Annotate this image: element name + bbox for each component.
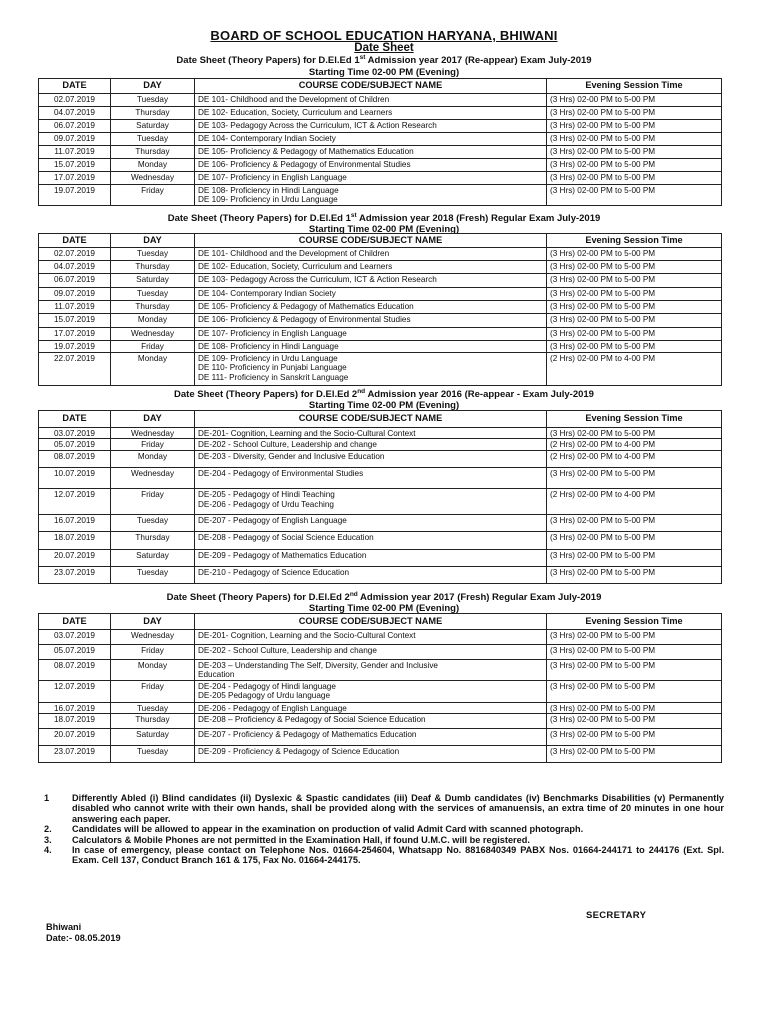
- section-4-starting-time: Starting Time 02-00 PM (Evening): [308, 603, 460, 614]
- table-row: [39, 567, 722, 584]
- exam-day: Tuesday: [111, 133, 195, 146]
- table-row: [39, 680, 722, 702]
- exam-day: Wednesday: [111, 428, 195, 439]
- header-day: DAY: [111, 614, 195, 630]
- session-time: (3 Hrs) 02-00 PM to 5-00 PM: [547, 328, 722, 341]
- subject-cell: [195, 532, 547, 550]
- header-date: DATE: [39, 411, 111, 428]
- exam-date: 23.07.2019: [39, 567, 111, 584]
- place: Bhiwani: [46, 922, 82, 932]
- subject-cell: [195, 680, 547, 702]
- subject-name: DE-210 - Pedagogy of Science Education: [198, 568, 350, 578]
- section-1-table: [38, 78, 722, 206]
- page-subtitle: Date Sheet: [354, 42, 414, 54]
- subject-cell: [195, 428, 547, 439]
- table-row: [39, 274, 722, 288]
- exam-date: 03.07.2019: [39, 630, 111, 645]
- session-time: (3 Hrs) 02-00 PM to 5-00 PM: [547, 185, 722, 206]
- subject-cell: [195, 288, 547, 301]
- section-2-table: [38, 233, 722, 386]
- session-time: (3 Hrs) 02-00 PM to 5-00 PM: [547, 714, 722, 729]
- subject-name: DE-203 – Understanding The Self, Diversity, Gender and Inclusive: [198, 661, 438, 670]
- subject-name: DE-206 - Pedagogy of Urdu Teaching: [198, 499, 334, 509]
- table-row: [39, 702, 722, 713]
- session-time: (3 Hrs) 02-00 PM to 5-00 PM: [547, 515, 722, 532]
- exam-date: 18.07.2019: [39, 532, 111, 550]
- issue-date: Date:- 08.05.2019: [46, 933, 121, 943]
- exam-day: Monday: [111, 314, 195, 328]
- subject-name: DE 108- Proficiency in Hindi Language: [198, 342, 339, 351]
- table-row: [39, 133, 722, 146]
- table-row: [39, 439, 722, 451]
- header-subject: COURSE CODE/SUBJECT NAME: [195, 411, 547, 428]
- exam-day: Monday: [111, 159, 195, 172]
- table-row: [39, 159, 722, 172]
- exam-day: Saturday: [111, 550, 195, 567]
- subject-cell: [195, 120, 547, 133]
- subject-cell: [195, 729, 547, 746]
- subject-name: DE-207 - Pedagogy of English Language: [198, 516, 347, 526]
- subject-name: DE-203 - Diversity, Gender and Inclusive Education: [198, 452, 385, 462]
- session-time: (2 Hrs) 02-00 PM to 4-00 PM: [547, 451, 722, 468]
- exam-day: Friday: [111, 680, 195, 702]
- subject-cell: [195, 341, 547, 353]
- exam-date: 20.07.2019: [39, 550, 111, 567]
- section-4-table: [38, 613, 722, 763]
- exam-day: Saturday: [111, 274, 195, 288]
- subject-name: DE 101- Childhood and the Development of Children: [198, 95, 390, 104]
- note-text: In case of emergency, please contact on Telephone Nos. 01664-254604, Whatsapp No. 8816840349 PABX Nos. 01664-244171 to 244176 (Ext. Spl. Exam. Cell 137, Conduct Branch 161 & 175, Fax No. 01664-244175.: [72, 845, 724, 866]
- subject-name: DE 102- Education, Society, Curriculum and Learners: [198, 262, 393, 271]
- header-time: Evening Session Time: [547, 234, 722, 248]
- session-time: (3 Hrs) 02-00 PM to 5-00 PM: [547, 567, 722, 584]
- subject-cell: [195, 133, 547, 146]
- session-time: (3 Hrs) 02-00 PM to 5-00 PM: [547, 314, 722, 328]
- table-row: [39, 341, 722, 353]
- header-subject: COURSE CODE/SUBJECT NAME: [195, 234, 547, 248]
- note-text: Calculators & Mobile Phones are not permitted in the Examination Hall, if found U.M.C. will be registered.: [72, 834, 530, 845]
- subject-name: DE 106- Proficiency & Pedagogy of Environmental Studies: [198, 160, 411, 169]
- note-item: [44, 845, 724, 866]
- session-time: (3 Hrs) 02-00 PM to 5-00 PM: [547, 550, 722, 567]
- exam-date: 09.07.2019: [39, 133, 111, 146]
- subject-name: DE 109- Proficiency in Urdu Language: [198, 195, 338, 205]
- session-time: (3 Hrs) 02-00 PM to 5-00 PM: [547, 159, 722, 172]
- exam-day: Monday: [111, 451, 195, 468]
- exam-date: 12.07.2019: [39, 489, 111, 515]
- subject-name: DE 106- Proficiency & Pedagogy of Environmental Studies: [198, 315, 411, 324]
- session-time: (3 Hrs) 02-00 PM to 5-00 PM: [547, 288, 722, 301]
- header-time: Evening Session Time: [547, 411, 722, 428]
- subject-name: DE-207 - Proficiency & Pedagogy of Mathematics Education: [198, 730, 417, 740]
- exam-day: Thursday: [111, 261, 195, 274]
- subject-name: DE 107- Proficiency in English Language: [198, 173, 347, 182]
- section-2-starting-time: Starting Time 02-00 PM (Evening): [308, 224, 460, 235]
- table-row: [39, 353, 722, 386]
- section-3-starting-time: Starting Time 02-00 PM (Evening): [308, 400, 460, 411]
- exam-date: 11.07.2019: [39, 146, 111, 159]
- exam-day: Tuesday: [111, 567, 195, 584]
- subject-name: DE 103- Pedagogy Across the Curriculum, ICT & Action Research: [198, 275, 437, 284]
- exam-day: Thursday: [111, 146, 195, 159]
- exam-day: Tuesday: [111, 515, 195, 532]
- session-time: (3 Hrs) 02-00 PM to 5-00 PM: [547, 630, 722, 645]
- note-item: [44, 835, 724, 845]
- table-row: [39, 288, 722, 301]
- table-row: [39, 660, 722, 681]
- exam-date: 22.07.2019: [39, 353, 111, 386]
- exam-date: 10.07.2019: [39, 468, 111, 489]
- subject-cell: [195, 630, 547, 645]
- table-row: [39, 428, 722, 439]
- session-time: (3 Hrs) 02-00 PM to 5-00 PM: [547, 746, 722, 763]
- subject-cell: [195, 107, 547, 120]
- subject-cell: [195, 301, 547, 314]
- subject-cell: [195, 274, 547, 288]
- exam-date: 18.07.2019: [39, 714, 111, 729]
- subject-cell: [195, 159, 547, 172]
- subject-name: DE-201- Cognition, Learning and the Socio-Cultural Context: [198, 429, 416, 438]
- exam-date: 19.07.2019: [39, 185, 111, 206]
- subject-cell: [195, 172, 547, 185]
- subject-name: DE 104- Contemporary Indian Society: [198, 289, 336, 298]
- subject-cell: [195, 645, 547, 660]
- exam-date: 03.07.2019: [39, 428, 111, 439]
- table-row: [39, 107, 722, 120]
- subject-cell: [195, 328, 547, 341]
- exam-day: Wednesday: [111, 630, 195, 645]
- session-time: (3 Hrs) 02-00 PM to 5-00 PM: [547, 172, 722, 185]
- table-row: [39, 746, 722, 763]
- table-row: [39, 714, 722, 729]
- exam-day: Saturday: [111, 729, 195, 746]
- table-row: [39, 301, 722, 314]
- subject-cell: [195, 261, 547, 274]
- table-row: [39, 489, 722, 515]
- subject-cell: [195, 451, 547, 468]
- subject-cell: [195, 185, 547, 206]
- exam-date: 06.07.2019: [39, 120, 111, 133]
- subject-name: DE 105- Proficiency & Pedagogy of Mathematics Education: [198, 302, 414, 311]
- subject-name: DE 104- Contemporary Indian Society: [198, 134, 336, 143]
- subject-name: DE-209 - Pedagogy of Mathematics Education: [198, 551, 367, 561]
- exam-date: 15.07.2019: [39, 159, 111, 172]
- exam-day: Friday: [111, 439, 195, 451]
- exam-date: 08.07.2019: [39, 660, 111, 681]
- session-time: (3 Hrs) 02-00 PM to 5-00 PM: [547, 680, 722, 702]
- subject-name: DE 107- Proficiency in English Language: [198, 329, 347, 338]
- subject-name: DE 110- Proficiency in Punjabi Language: [198, 363, 347, 373]
- table-row: [39, 94, 722, 107]
- session-time: (3 Hrs) 02-00 PM to 5-00 PM: [547, 120, 722, 133]
- subject-name: DE-208 - Pedagogy of Social Science Education: [198, 533, 374, 543]
- exam-day: Wednesday: [111, 172, 195, 185]
- exam-date: 09.07.2019: [39, 288, 111, 301]
- exam-date: 17.07.2019: [39, 328, 111, 341]
- header-time: Evening Session Time: [547, 614, 722, 630]
- subject-name: DE 108- Proficiency in Hindi Language: [198, 186, 339, 195]
- table-row: [39, 729, 722, 746]
- table-row: [39, 248, 722, 261]
- exam-day: Tuesday: [111, 702, 195, 713]
- table-row: [39, 515, 722, 532]
- subject-name: DE-205 - Pedagogy of Hindi Teaching: [198, 490, 335, 500]
- table-row: [39, 328, 722, 341]
- note-text: Differently Abled (i) Blind candidates (ii) Dyslexic & Spastic candidates (iii) Deaf & Dumb candidates (iv) Benchmarks Disabilities (v) Permanently disabled who cannot write with their own hands, shall be provided along with the services of amanuensis, an extra time of 20 minutes in one hour answering each paper.: [72, 793, 724, 824]
- subject-cell: [195, 489, 547, 515]
- subject-name: DE 105- Proficiency & Pedagogy of Mathematics Education: [198, 147, 414, 156]
- session-time: (3 Hrs) 02-00 PM to 5-00 PM: [547, 301, 722, 314]
- signatory: SECRETARY: [586, 910, 647, 921]
- session-time: (3 Hrs) 02-00 PM to 5-00 PM: [547, 94, 722, 107]
- subject-cell: [195, 702, 547, 713]
- note-number: 1: [44, 793, 50, 803]
- table-row: [39, 314, 722, 328]
- session-time: (3 Hrs) 02-00 PM to 5-00 PM: [547, 341, 722, 353]
- table-row: [39, 261, 722, 274]
- session-time: (3 Hrs) 02-00 PM to 5-00 PM: [547, 261, 722, 274]
- session-time: (2 Hrs) 02-00 PM to 4-00 PM: [547, 353, 722, 386]
- subject-name: DE-205 Pedagogy of Urdu language: [198, 691, 331, 701]
- subject-name: DE-208 – Proficiency & Pedagogy of Social Science Education: [198, 715, 426, 725]
- table-row: [39, 172, 722, 185]
- subject-cell: [195, 550, 547, 567]
- subject-name: DE 102- Education, Society, Curriculum and Learners: [198, 108, 393, 117]
- exam-date: 16.07.2019: [39, 702, 111, 713]
- header-date: DATE: [39, 614, 111, 630]
- table-row: [39, 630, 722, 645]
- page-title: BOARD OF SCHOOL EDUCATION HARYANA, BHIWANI: [210, 28, 558, 43]
- session-time: (3 Hrs) 02-00 PM to 5-00 PM: [547, 729, 722, 746]
- notes-list: [44, 793, 724, 866]
- exam-day: Thursday: [111, 714, 195, 729]
- exam-day: Monday: [111, 660, 195, 681]
- subject-cell: [195, 314, 547, 328]
- exam-day: Friday: [111, 489, 195, 515]
- exam-day: Wednesday: [111, 328, 195, 341]
- subject-cell: [195, 714, 547, 729]
- session-time: (2 Hrs) 02-00 PM to 4-00 PM: [547, 439, 722, 451]
- session-time: (3 Hrs) 02-00 PM to 5-00 PM: [547, 248, 722, 261]
- subject-name: Education: [198, 670, 235, 680]
- exam-date: 08.07.2019: [39, 451, 111, 468]
- note-number: 4.: [44, 845, 52, 856]
- table-row: [39, 550, 722, 567]
- session-time: (3 Hrs) 02-00 PM to 5-00 PM: [547, 660, 722, 681]
- session-time: (3 Hrs) 02-00 PM to 5-00 PM: [547, 274, 722, 288]
- section-2-title: Date Sheet (Theory Papers) for D.El.Ed 1st Admission year 2018 (Fresh) Regular Exam July-2019: [167, 211, 601, 224]
- exam-date: 15.07.2019: [39, 314, 111, 328]
- table-row: [39, 468, 722, 489]
- subject-cell: [195, 567, 547, 584]
- exam-date: 20.07.2019: [39, 729, 111, 746]
- exam-day: Thursday: [111, 301, 195, 314]
- section-3-title: Date Sheet (Theory Papers) for D.El.Ed 2nd Admission year 2016 (Re-appear - Exam July-2019: [174, 387, 594, 400]
- subject-name: DE 109- Proficiency in Urdu Language: [198, 354, 338, 363]
- exam-date: 19.07.2019: [39, 341, 111, 353]
- exam-day: Tuesday: [111, 288, 195, 301]
- session-time: (3 Hrs) 02-00 PM to 5-00 PM: [547, 133, 722, 146]
- header-day: DAY: [111, 79, 195, 94]
- exam-day: Wednesday: [111, 468, 195, 489]
- exam-date: 16.07.2019: [39, 515, 111, 532]
- subject-cell: [195, 439, 547, 451]
- session-time: (3 Hrs) 02-00 PM to 5-00 PM: [547, 468, 722, 489]
- header-time: Evening Session Time: [547, 79, 722, 94]
- exam-date: 11.07.2019: [39, 301, 111, 314]
- table-row: [39, 120, 722, 133]
- header-subject: COURSE CODE/SUBJECT NAME: [195, 614, 547, 630]
- table-row: [39, 146, 722, 159]
- header-day: DAY: [111, 411, 195, 428]
- subject-cell: [195, 94, 547, 107]
- exam-date: 04.07.2019: [39, 107, 111, 120]
- exam-day: Saturday: [111, 120, 195, 133]
- exam-date: 05.07.2019: [39, 645, 111, 660]
- table-row: [39, 185, 722, 206]
- table-row: [39, 532, 722, 550]
- session-time: (3 Hrs) 02-00 PM to 5-00 PM: [547, 645, 722, 660]
- exam-date: 02.07.2019: [39, 248, 111, 261]
- table-row: [39, 645, 722, 660]
- header-date: DATE: [39, 79, 111, 94]
- subject-name: DE-209 - Proficiency & Pedagogy of Science Education: [198, 747, 400, 757]
- exam-day: Friday: [111, 645, 195, 660]
- exam-day: Tuesday: [111, 248, 195, 261]
- subject-cell: [195, 746, 547, 763]
- exam-date: 05.07.2019: [39, 439, 111, 451]
- exam-day: Friday: [111, 185, 195, 206]
- subject-name: DE 111- Proficiency in Sanskrit Language: [198, 372, 349, 382]
- subject-cell: [195, 353, 547, 386]
- note-item: [44, 824, 724, 834]
- session-time: (3 Hrs) 02-00 PM to 5-00 PM: [547, 146, 722, 159]
- subject-name: DE-204 - Pedagogy of Environmental Studies: [198, 469, 364, 479]
- exam-day: Tuesday: [111, 94, 195, 107]
- session-time: (3 Hrs) 02-00 PM to 5-00 PM: [547, 532, 722, 550]
- exam-day: Thursday: [111, 107, 195, 120]
- subject-name: DE 103- Pedagogy Across the Curriculum, ICT & Action Research: [198, 121, 437, 130]
- exam-date: 02.07.2019: [39, 94, 111, 107]
- header-subject: COURSE CODE/SUBJECT NAME: [195, 79, 547, 94]
- note-number: 3.: [44, 834, 52, 845]
- section-4-title: Date Sheet (Theory Papers) for D.El.Ed 2nd Admission year 2017 (Fresh) Regular Exam July-2019: [166, 590, 602, 603]
- exam-date: 17.07.2019: [39, 172, 111, 185]
- exam-date: 04.07.2019: [39, 261, 111, 274]
- exam-day: Monday: [111, 353, 195, 386]
- subject-name: DE-201- Cognition, Learning and the Socio-Cultural Context: [198, 631, 416, 640]
- note-item: [44, 793, 724, 824]
- header-date: DATE: [39, 234, 111, 248]
- section-3-table: [38, 410, 722, 584]
- subject-name: DE-202 - School Culture, Leadership and change: [198, 440, 377, 450]
- note-number: 2.: [44, 824, 52, 835]
- session-time: (3 Hrs) 02-00 PM to 5-00 PM: [547, 107, 722, 120]
- exam-day: Thursday: [111, 532, 195, 550]
- exam-date: 23.07.2019: [39, 746, 111, 763]
- exam-date: 06.07.2019: [39, 274, 111, 288]
- subject-cell: [195, 660, 547, 681]
- exam-date: 12.07.2019: [39, 680, 111, 702]
- session-time: (3 Hrs) 02-00 PM to 5-00 PM: [547, 702, 722, 713]
- session-time: (3 Hrs) 02-00 PM to 5-00 PM: [547, 428, 722, 439]
- header-day: DAY: [111, 234, 195, 248]
- subject-name: DE-202 - School Culture, Leadership and change: [198, 646, 377, 655]
- note-text: Candidates will be allowed to appear in the examination on production of valid Admit Card with scanned photograph.: [72, 824, 584, 835]
- subject-cell: [195, 515, 547, 532]
- section-1-starting-time: Starting Time 02-00 PM (Evening): [308, 67, 460, 78]
- table-row: [39, 451, 722, 468]
- session-time: (2 Hrs) 02-00 PM to 4-00 PM: [547, 489, 722, 515]
- subject-name: DE-204 - Pedagogy of Hindi language: [198, 681, 336, 691]
- exam-day: Friday: [111, 341, 195, 353]
- section-1-title: Date Sheet (Theory Papers) for D.El.Ed 1st Admission year 2017 (Re-appear) Exam July-2019: [176, 53, 592, 66]
- exam-day: Tuesday: [111, 746, 195, 763]
- subject-cell: [195, 468, 547, 489]
- subject-cell: [195, 146, 547, 159]
- subject-name: DE-206 - Pedagogy of English Language: [198, 703, 347, 713]
- subject-cell: [195, 248, 547, 261]
- subject-name: DE 101- Childhood and the Development of Children: [198, 249, 390, 258]
